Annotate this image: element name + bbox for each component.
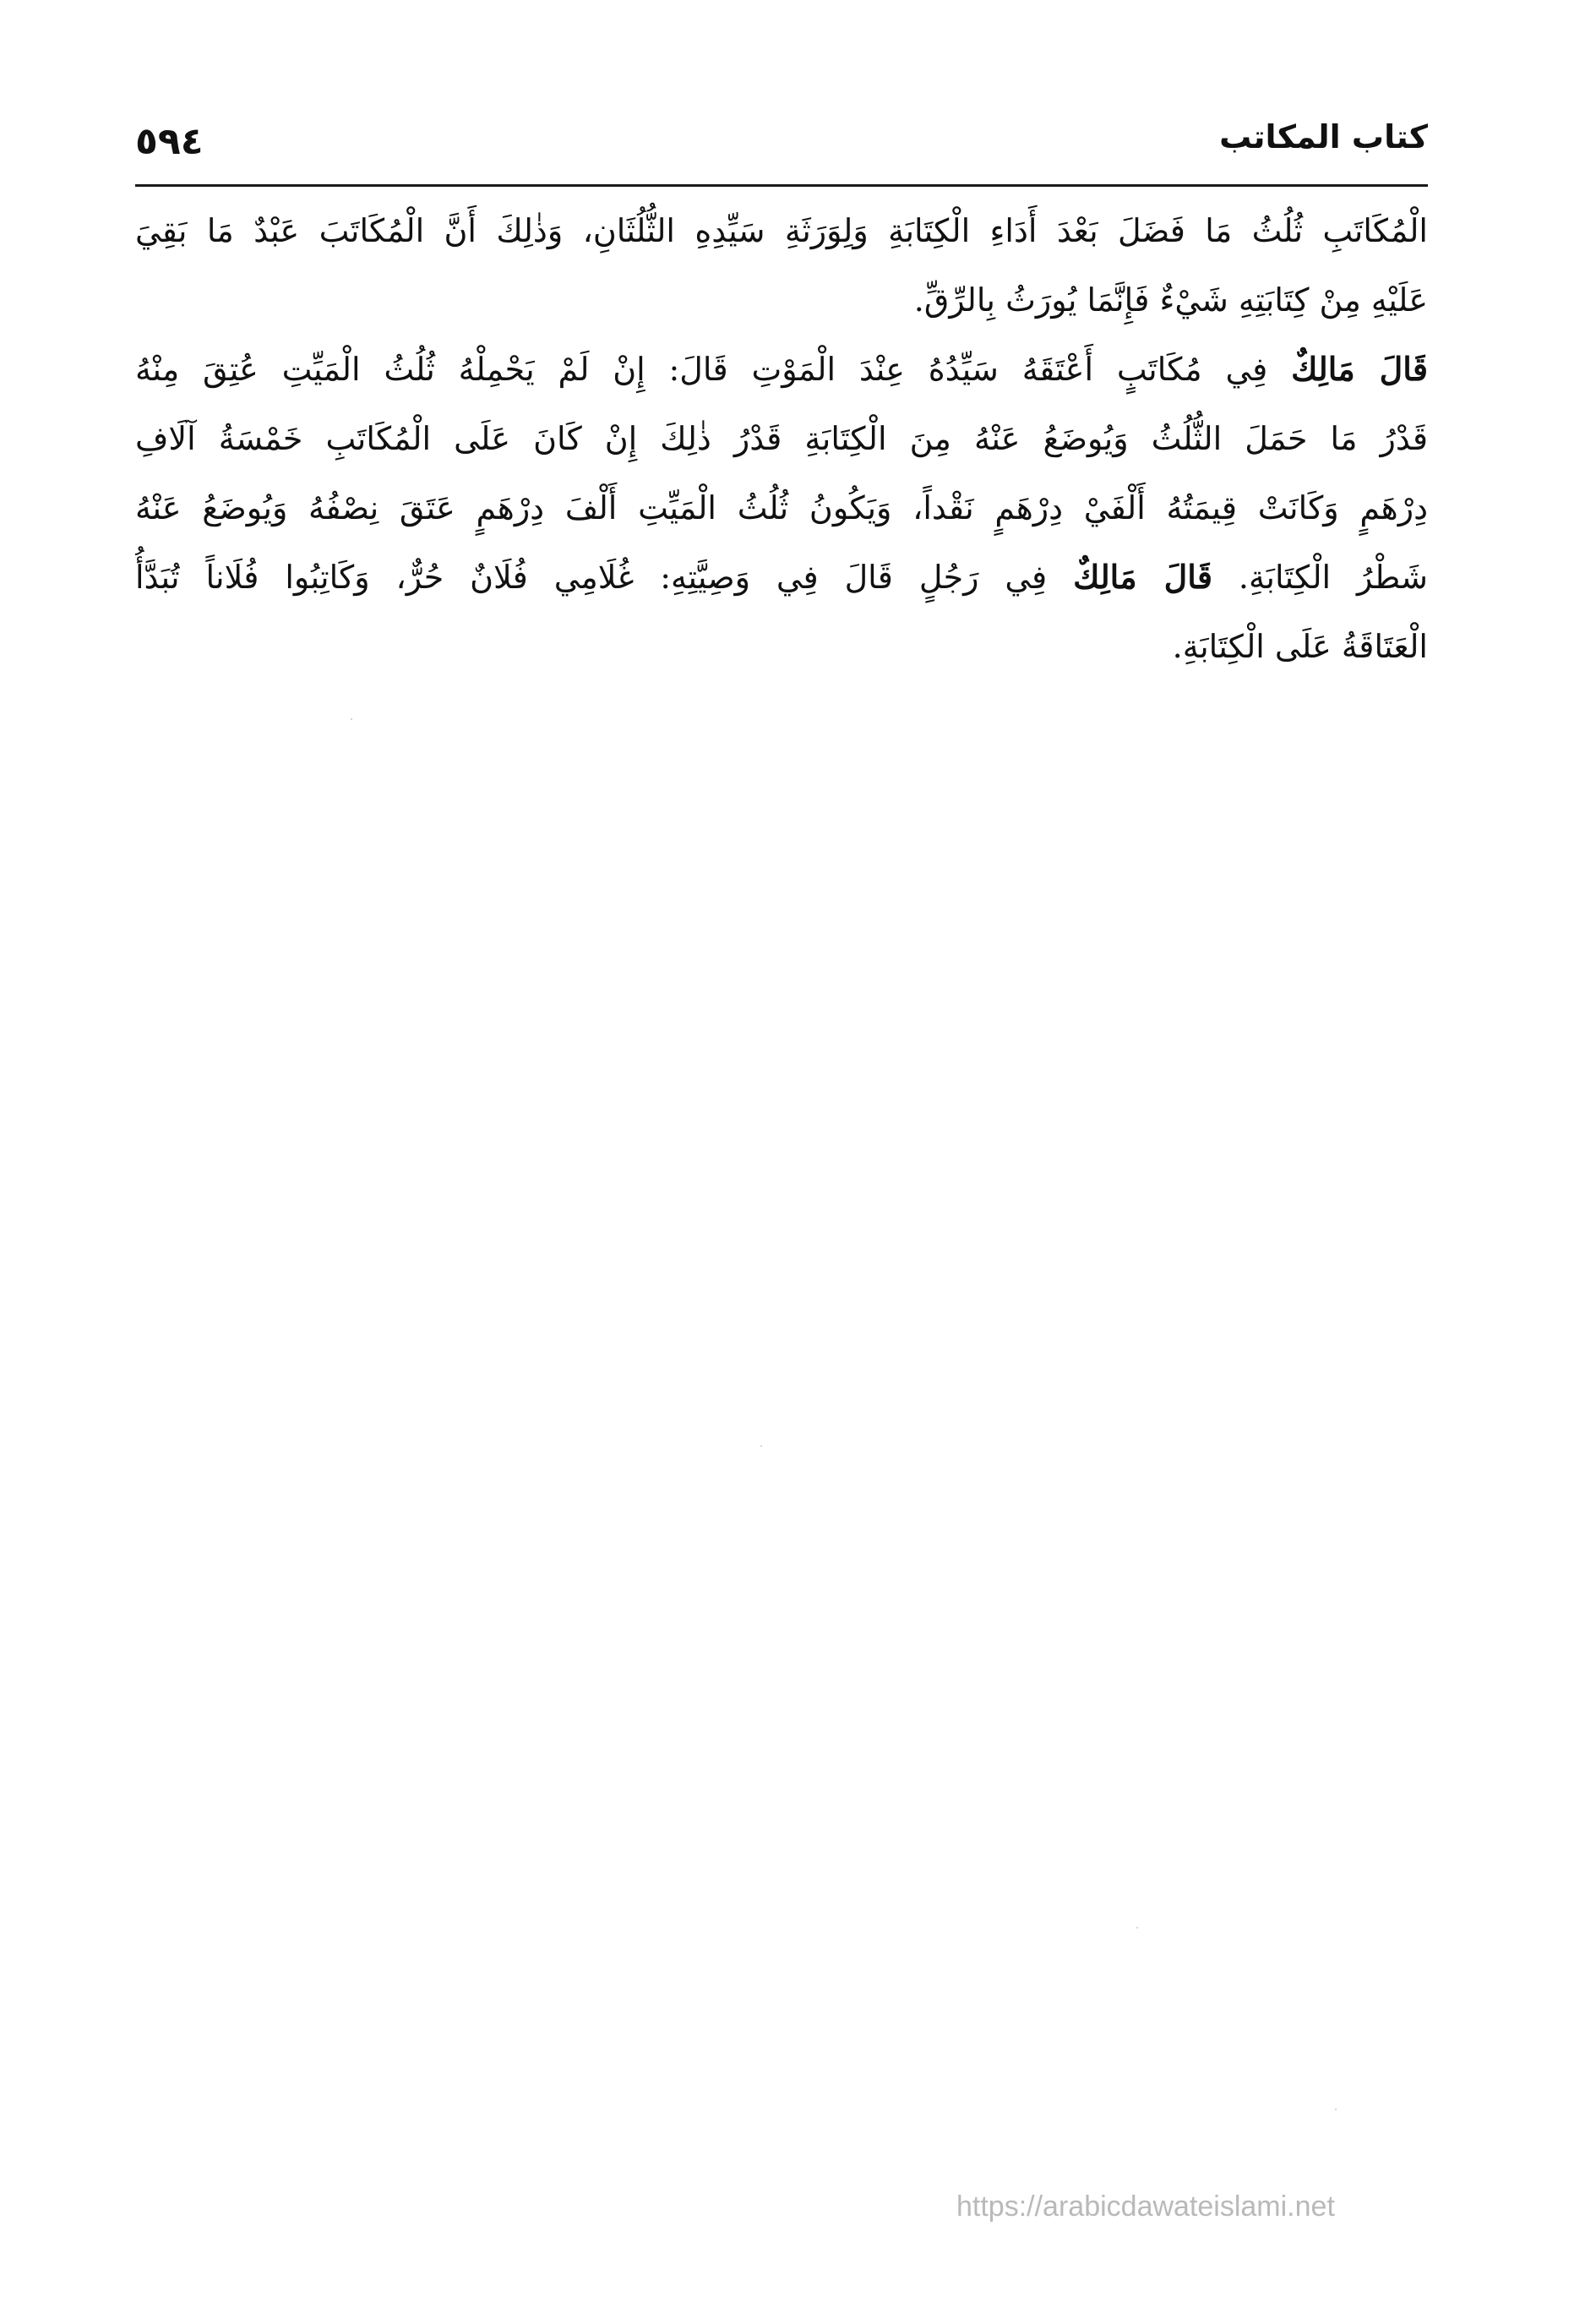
scan-speck — [1136, 1927, 1138, 1928]
scan-speck — [760, 1445, 762, 1447]
page-header — [135, 100, 1428, 176]
paragraph-1-line-1: الْمُكَاتَبِ ثُلُثُ مَا فَضَلَ بَعْدَ أَدَاءِ الْكِتَابَةِ وَلِوَرَثَةِ سَيِّدِهِ الثُّلُثَانِ، وَذٰلِكَ أَنَّ الْمُكَاتَبَ عَبْدٌ مَا بَقِيَ — [135, 212, 1428, 249]
scan-speck — [351, 718, 352, 720]
paragraph-1 — [135, 196, 1428, 335]
running-title: كتاب المكاتب — [1219, 118, 1428, 155]
paragraph-2-line-1-text: فِي مُكَاتَبٍ أَعْتَقَهُ سَيِّدُهُ عِنْدَ الْمَوْتِ قَالَ: إِنْ لَمْ يَحْمِلْهُ ثُلُثُ الْمَيِّتِ عُتِقَ مِنْهُ — [135, 351, 1292, 388]
scan-speck — [1335, 2109, 1337, 2110]
paragraph-2-line-5: الْعَتَاقَةُ عَلَى الْكِتَابَةِ. — [1172, 628, 1428, 665]
header-rule — [135, 184, 1428, 187]
paragraph-2-line-3: دِرْهَمٍ وَكَانَتْ قِيمَتُهُ أَلْفَيْ دِرْهَمٍ نَقْداً، وَيَكُونُ ثُلُثُ الْمَيِّتِ أَلْفَ دِرْهَمٍ عَتَقَ نِصْفُهُ وَيُوضَعُ عَنْهُ — [135, 489, 1428, 526]
paragraph-2-line-2: قَدْرُ مَا حَمَلَ الثُّلُثُ وَيُوضَعُ عَنْهُ مِنَ الْكِتَابَةِ قَدْرُ ذٰلِكَ إِنْ كَانَ عَلَى الْمُكَاتَبِ خَمْسَةُ آلَافِ — [135, 420, 1428, 457]
page-number: ٥٩٤ — [135, 120, 204, 163]
paragraph-2 — [135, 335, 1428, 681]
speaker-label-malik-2: قَالَ مَالِكٌ — [1073, 558, 1213, 596]
paragraph-2-line-1 — [135, 335, 1428, 404]
website-watermark: https://arabicdawateislami.net — [956, 2190, 1335, 2223]
paragraph-2-line-4-start: شَطْرُ الْكِتَابَةِ. — [1212, 559, 1428, 596]
paragraph-2-line-4-text: فِي رَجُلٍ قَالَ فِي وَصِيَّتِهِ: غُلَامِي فُلَانٌ حُرٌّ، وَكَاتِبُوا فُلَاناً تُبَدَّأُ — [135, 559, 1074, 596]
speaker-label-malik: قَالَ مَالِكٌ — [1291, 350, 1428, 388]
paragraph-2-line-4 — [135, 543, 1428, 612]
body-text — [135, 196, 1428, 681]
paragraph-1-line-2: عَلَيْهِ مِنْ كِتَابَتِهِ شَيْءٌ فَإِنَّمَا يُورَثُ بِالرِّقِّ. — [913, 281, 1428, 319]
